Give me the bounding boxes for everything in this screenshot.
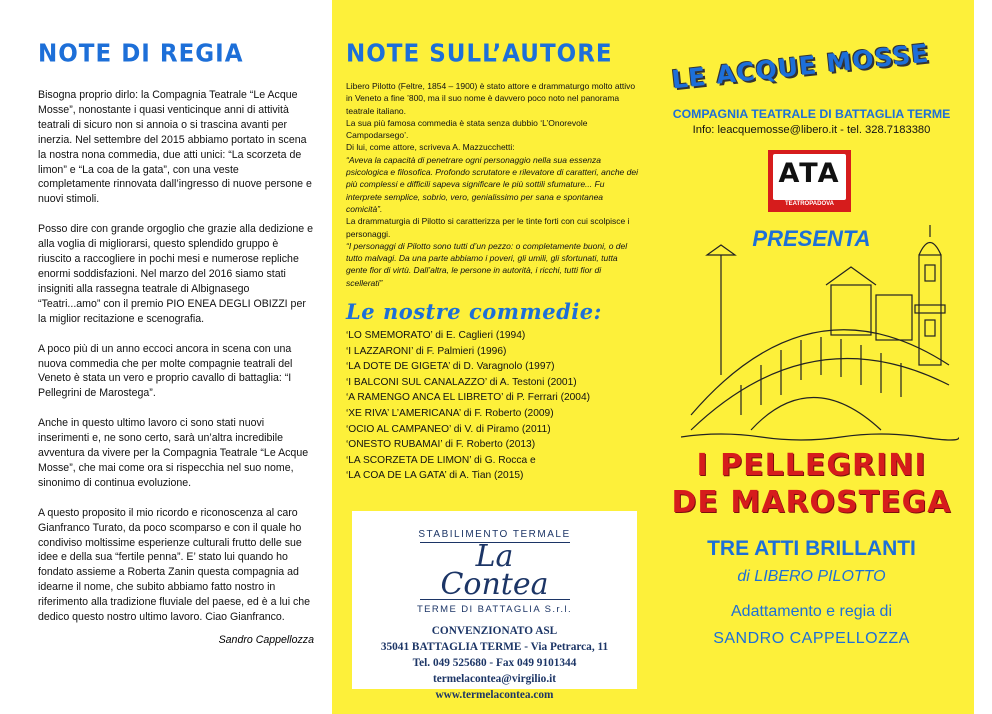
autore-paragraph: La drammaturgia di Pilotto si caratterizza per le tinte forti con cui scolpisce i personaggi. xyxy=(346,216,630,239)
autore-paragraph: La sua più famosa commedia è stata senza dubbio ‘L’Onorevole Campodarsego’. xyxy=(346,117,588,141)
ata-word: ATA xyxy=(778,158,841,189)
regia-paragraph: Posso dire con grande orgoglio che grazie alla dedizione e alla voglia di migliorarsi, questo splendido gruppo è riuscito a raccogliere in pochi mesi e numerose repliche enormi soddisfazioni. Nel marzo del 2016 siamo stati insigniti alla rassegna teatrale di Albignasego “Teatri...amo” con il premio PIO ENEA DEGLI OBIZZI per la miglior recitazione e scenografia. xyxy=(38,223,314,325)
commedia-info: di F. Roberto (2009) xyxy=(460,408,554,420)
note-regia-text xyxy=(38,88,314,625)
ata-logo xyxy=(768,150,851,212)
autore-paragraph: Libero Pilotto (Feltre, 1854 – 1900) è stato attore e drammaturgo molto attivo in Veneto a fine ’800, ma il suo nome è davvero poco noto nel panorama teatrale italiano. xyxy=(346,81,636,116)
ata-sub: TEATROPADOVA xyxy=(785,201,834,207)
autore-quote: “Aveva la capacità di penetrare ogni personaggio nella sua essenza psicologica e filosofica. Profondo scrutatore e rilevatore di caratteri, anche dei più complessi e difficili sapeva significare le più sottili sfumature... Fu interprete semplice, sobrio, vero, genialissimo per sana e spontanea comicità”. xyxy=(346,154,638,214)
commedia-info: di A. Testoni (2001) xyxy=(486,376,577,388)
commedia-title: ‘LA DOTE DE GIGETA’ xyxy=(346,361,450,373)
commedia-info: di F. Roberto (2013) xyxy=(442,439,536,451)
commedia-info: di D. Varagnolo (1997) xyxy=(449,361,555,373)
presenta-label: PRESENTA xyxy=(752,226,871,251)
sponsor-top: STABILIMENTO TERMALE xyxy=(418,529,571,540)
note-regia-panel xyxy=(0,0,332,714)
commedia-item xyxy=(346,468,639,484)
autore-paragraph: Di lui, come attore, scriveva A. Mazzucchetti: xyxy=(346,142,515,153)
commedia-info: di E. Caglieri (1994) xyxy=(432,330,526,342)
regia-paragraph: Anche in questo ultimo lavoro ci sono stati nuovi inserimenti e, ne sono certo, sarà un’altra incredibile avventura da vivere per la Compagnia Teatrale “Le Acque Mosse”, che mai come ora si rispecchia nel suo nome, sinonimo di continua evoluzione. xyxy=(38,417,309,489)
adattamento-label: Adattamento e regia di xyxy=(731,603,892,620)
regia-paragraph: A questo proposito il mio ricordo e riconoscenza al caro Gianfranco Turato, da poco scomparso e con il quale ho condiviso moltissime esperienze culturali frutto delle sue idee e della sua “fertile penna”. E’ stato lui quando ho fondato assieme a Roberta Zanin questa compagnia ad idearne il nome, che subito abbiamo fatto nostro in riferimento alla tradizione fluviale del paese, ed è a lui che dedico questo nostro ultimo lavoro. Ciao Gianfranco. xyxy=(38,506,311,624)
regista-name: SANDRO CAPPELLOZZA xyxy=(713,630,910,647)
commedia-title: ‘A RAMENGO ANCA EL LIBRETO’ xyxy=(346,392,504,404)
commedia-item xyxy=(346,453,639,469)
commedia-item xyxy=(346,390,639,406)
company-name: COMPAGNIA TEATRALE DI BATTAGLIA TERME xyxy=(672,107,951,121)
sponsor-phone: Tel. 049 525680 - Fax 049 9101344 xyxy=(412,657,577,669)
company-info: Info: leacquemosse@libero.it - tel. 328.7183380 xyxy=(692,124,931,136)
sponsor-address: 35041 BATTAGLIA TERME - Via Petrarca, 11 xyxy=(380,641,609,653)
show-title-line1: I PELLEGRINI xyxy=(696,448,927,483)
commedia-item xyxy=(346,375,639,391)
note-autore-title: NOTE SULL’AUTORE xyxy=(346,40,613,69)
note-autore-panel xyxy=(332,0,649,714)
show-subtitle: TRE ATTI BRILLANTI xyxy=(707,537,916,560)
sponsor-conv: CONVENZIONATO ASL xyxy=(431,625,558,637)
cover-panel xyxy=(649,0,974,714)
company-logo: LE ACQUE MOSSE xyxy=(670,38,931,95)
sponsor-email: termelacontea@virgilio.it xyxy=(432,673,557,685)
commedia-item xyxy=(346,406,639,422)
commedia-item xyxy=(346,344,639,360)
regia-paragraph: Bisogna proprio dirlo: la Compagnia Teatrale “Le Acque Mosse”, nonostante i quasi venticinque anni di attività teatrali di sicuro non si annoia o si trascina avanti per inerzia. Nel settembre del 2015 abbiamo portato in scena la nostra nona commedia, due atti unici: “La scorzeta de limon” e “La coa de la gata”, con una veste completamente rinnovata dall’ingresso di nuove persone e nuovi stimoli. xyxy=(38,89,312,206)
commedia-item xyxy=(346,328,639,344)
sponsor-web: www.termelacontea.com xyxy=(435,689,554,701)
commedia-title: ‘I LAZZARONI’ xyxy=(346,345,413,357)
sponsor-ad xyxy=(352,511,637,701)
regia-paragraph: A poco più di un anno eccoci ancora in scena con una nuova commedia che per molte compagnie teatrali del Veneto è stata un vero e proprio cavallo di battaglia: “I Pellegrini de Marostega”. xyxy=(38,342,293,400)
commedia-info: di G. Rocca e xyxy=(471,454,536,466)
commedia-item xyxy=(346,359,639,375)
commedia-info: di F. Palmieri (1996) xyxy=(412,345,507,357)
commedie-title: Le nostre commedie: xyxy=(346,299,602,325)
show-author: di LIBERO PILOTTO xyxy=(737,568,886,585)
commedia-title: ‘I BALCONI SUL CANALAZZO’ xyxy=(346,376,487,388)
note-autore-text xyxy=(346,80,639,289)
show-title-line2: DE MAROSTEGA xyxy=(671,485,952,520)
sponsor-sub: TERME DI BATTAGLIA S.r.l. xyxy=(416,604,572,615)
show-title xyxy=(649,447,974,521)
commedia-title: ‘LA COA DE LA GATA’ xyxy=(346,470,447,482)
page-edge xyxy=(974,0,992,714)
autore-quote: “I personaggi di Pilotto sono tutti d’un pezzo: o completamente buoni, o del tutto malvagi. Da una parte abbiamo i poveri, gli umili, gli sfortunati, tutta gente fior di virtù. Dall’altra, le persone in autorità, i ricchi, tutti fior di scellerati” xyxy=(346,240,628,288)
regia-signature: Sandro Cappellozza xyxy=(218,634,314,646)
commedia-title: ‘LA SCORZETA DE LIMON’ xyxy=(346,454,472,466)
note-regia-title: NOTE DI REGIA xyxy=(38,40,244,69)
commedia-title: ‘OCIO AL CAMPANEO’ xyxy=(346,423,451,435)
commedia-title: ‘XE RIVA’ L’AMERICANA’ xyxy=(346,408,461,420)
commedia-title: ‘LO SMEMORATO’ xyxy=(346,330,433,342)
commedia-title: ‘ONESTO RUBAMAI’ xyxy=(346,439,443,451)
commedia-info: di A. Tian (2015) xyxy=(446,470,524,482)
commedia-info: di P. Ferrari (2004) xyxy=(503,392,591,404)
commedie-list xyxy=(346,328,639,484)
sponsor-logo: La Contea xyxy=(420,542,570,600)
commedia-item xyxy=(346,437,639,453)
commedia-info: di V. di Piramo (2011) xyxy=(450,423,551,435)
commedia-item xyxy=(346,422,639,438)
